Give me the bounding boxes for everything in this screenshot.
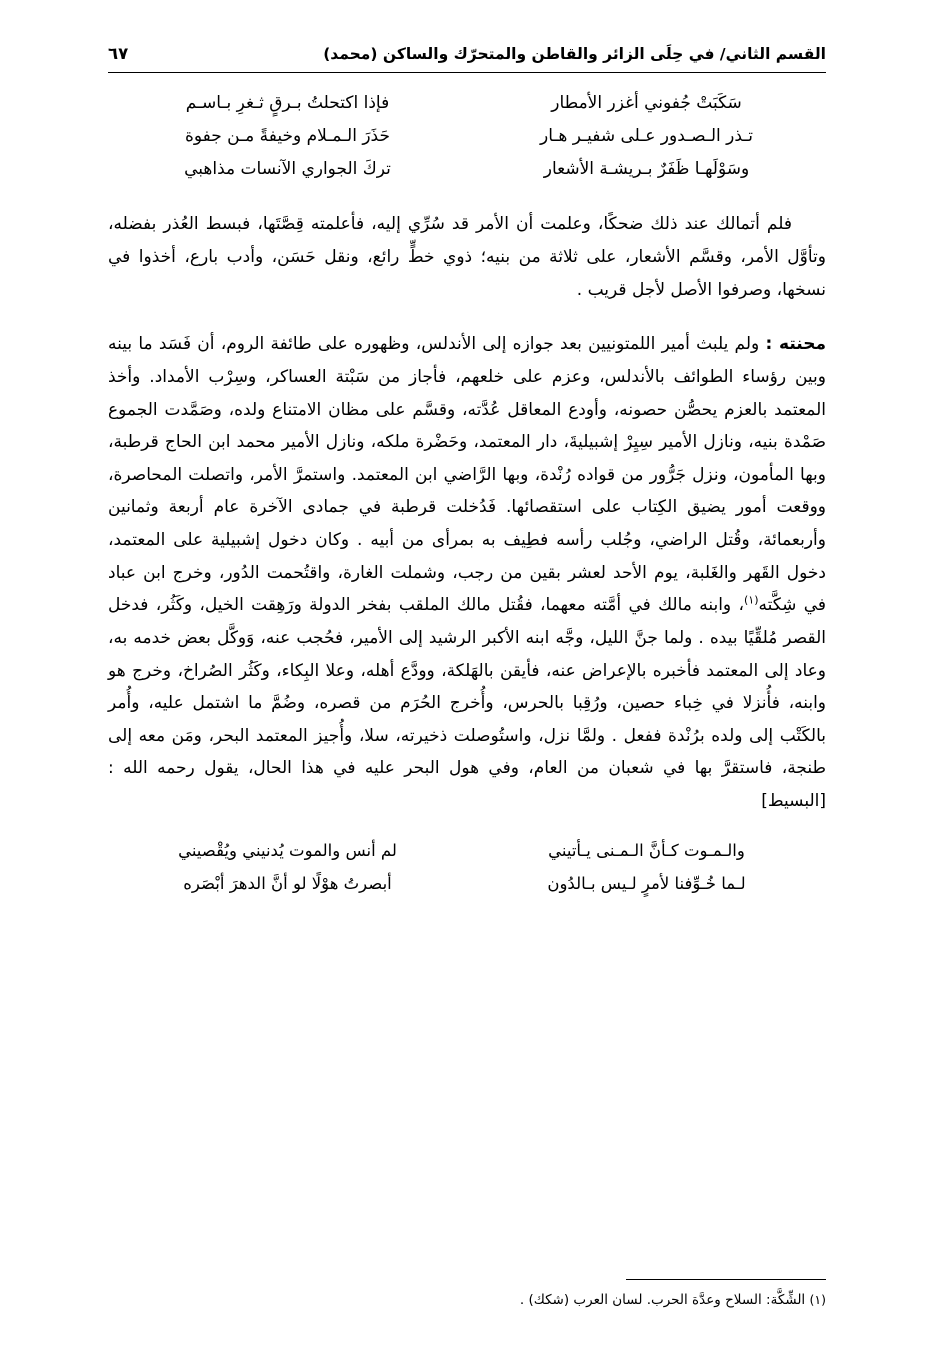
- hemistich-first: حَذَرَ الـمـلام وخيفةً مـن جفوة: [184, 126, 390, 147]
- verse-block-top: [108, 87, 826, 186]
- paragraph-text: ولم يلبث أمير اللمتونيين بعد جوازه إلى الأندلس، وظهوره على طائفة الروم، أن فَسَد ما بينه وبين رؤساء الطوائف بالأندلس، وعزم على خلعهم، فأجاز من سَبْتة العساكر، وسِرْب الأمداد. وأخذ المعتمد بالعزم يحصُّن حصونه، وأودع المعاقل عُدَّته، وقسَّم على مظان الامتناع ولده، وصَمَّدت الجموع صَمْدة بنيه، ونازل الأمير سِيِرْ إشبيليةَ، دار المعتمد، وحَضْرة ملكه، ونازل الأمير محمد ابن الحاج قرطبة، وبها المأمون، ونزل جَرُّور من قواده رُنْدة، وبها الرَّاضي ابن المعتمد. واستمرَّ الأمر، واتصلت المحاصرة، ووقعت أمور يضيق الكِتاب على استقصائها. فَدُخلت قرطبة في جمادى الآخرة عام أربعة وثمانين وأربعمائة، وقُتل الراضي، وجُلب رأسه فطِيف به بمرأى من أبيه . وكان دخول إشبيلية على المعتمد، دخول القَهر والغَلبة، يوم الأحد لعشر بقين من رجب، وشملت الغارة، واقتُحمت الدُور، وخرج ابن عباد في شِكَّته: [108, 334, 827, 616]
- verse-line: [108, 87, 826, 120]
- footnote-text: الشِّكَّة: السلاح وعدَّة الحرب. لسان العرب (شكك) .: [519, 1292, 806, 1309]
- footnote-1: [108, 1290, 826, 1312]
- hemistich-second: سَكَبَتْ جُفوني أغزر الأمطار: [551, 93, 742, 113]
- footnote-number: (١): [809, 1292, 826, 1308]
- hemistich-first: لم أنس والموت يُدنيني ويُقْصيني: [178, 840, 397, 860]
- paragraph-text-continued: ، وابنه مالك في أمَّته معهما، فقُتل مالك الملقب بفخر الدولة ورَهِقت الخيل، وكَثُر، فدخل القصر مُلقِّيًا بيده . ولما جنَّ الليل، وجَّه ابنه الأكبر الرشيد إلى الأمير، فحُجب عنه، وَوكَّل بعض خدمه به، وعاد إلى المعتمد فأخبره بالإعراض عنه، فأيقن بالهَلكة، وودَّع أهله، وعلا البِكاء، وكَثُر الصُراخ، وخرج هو وابنه، فأُنزلا في خِباء حصين، ورُقِبا بالحرس، وأُخرج الحُرَم من قصره، وضُمَّ ما اشتمل عليه، وأُمر بالكَتْب إلى ولده برُنْدة ففعل . ولمَّا نزل، واستُوصلت ذخيرته، سلا، وأُجيز المعتمد البحر، ومَن معه إلى طنجة، فاستقرَّ بها في شعبان من العام، وفي هول البحر عليه في هذا الحال، يقول رحمه الله : [البسيط]: [108, 595, 826, 812]
- verse-line: [108, 120, 826, 153]
- footnote-marker-inline: (١): [743, 593, 759, 607]
- verse-block-bottom: [108, 834, 826, 900]
- paragraph-lead-label: محنته :: [765, 334, 826, 355]
- hemistich-second: والـمـوت كـأنَّ الـمـنى يـأتيني: [548, 840, 745, 860]
- spacer: [108, 306, 826, 328]
- footnote-divider: [626, 1279, 826, 1281]
- hemistich-second: لـما خُـوِّفنا لأمرٍ لـيس بـالدُون: [547, 873, 746, 893]
- body-paragraph-1: فلم أتمالك عند ذلك ضحكًا، وعلمت أن الأمر قد سُرِّي إليه، فأعلمته قِصَّتَها، فبسط العُذر بفضله، وتأوَّل الأمر، وقسَّم الأشعار، على ثلاثة من بنيه؛ ذوي خطٍّ رائع، ونقل حَسَن، وأدب بارع، أخذوا في نسخها، وصرفوا الأصل لأجل قريب .: [108, 214, 826, 300]
- hemistich-second: تـذر الـصـدور عـلى شفيـر هـار: [540, 126, 753, 147]
- verse-line: [108, 867, 826, 900]
- header-title: القسم الثاني/ في حِلَى الزائر والقاطن والمتحرّك والساكن (محمد): [323, 45, 826, 63]
- verse-line: [108, 834, 826, 867]
- hemistich-first: أبصرتُ هوْلًا لو أنَّ الدهرَ أبْصَره: [183, 873, 392, 893]
- verse-line: [108, 153, 826, 186]
- hemistich-second: وسَوْلَهـا ظَفَرٌ بـريشـة الأشعار: [543, 159, 750, 180]
- page-header: [108, 44, 826, 73]
- body-paragraph-2: [108, 328, 826, 817]
- footnote-area: [108, 1279, 826, 1312]
- hemistich-first: تركَ الجواري الآنسات مذاهبي: [184, 159, 391, 180]
- spacer: [108, 186, 826, 208]
- page-content: [108, 44, 826, 900]
- hemistich-first: فإذا اكتحلتُ بـرقٍ ثـغرِ بـاسـم: [185, 93, 390, 113]
- page-number: ٦٧: [108, 44, 129, 63]
